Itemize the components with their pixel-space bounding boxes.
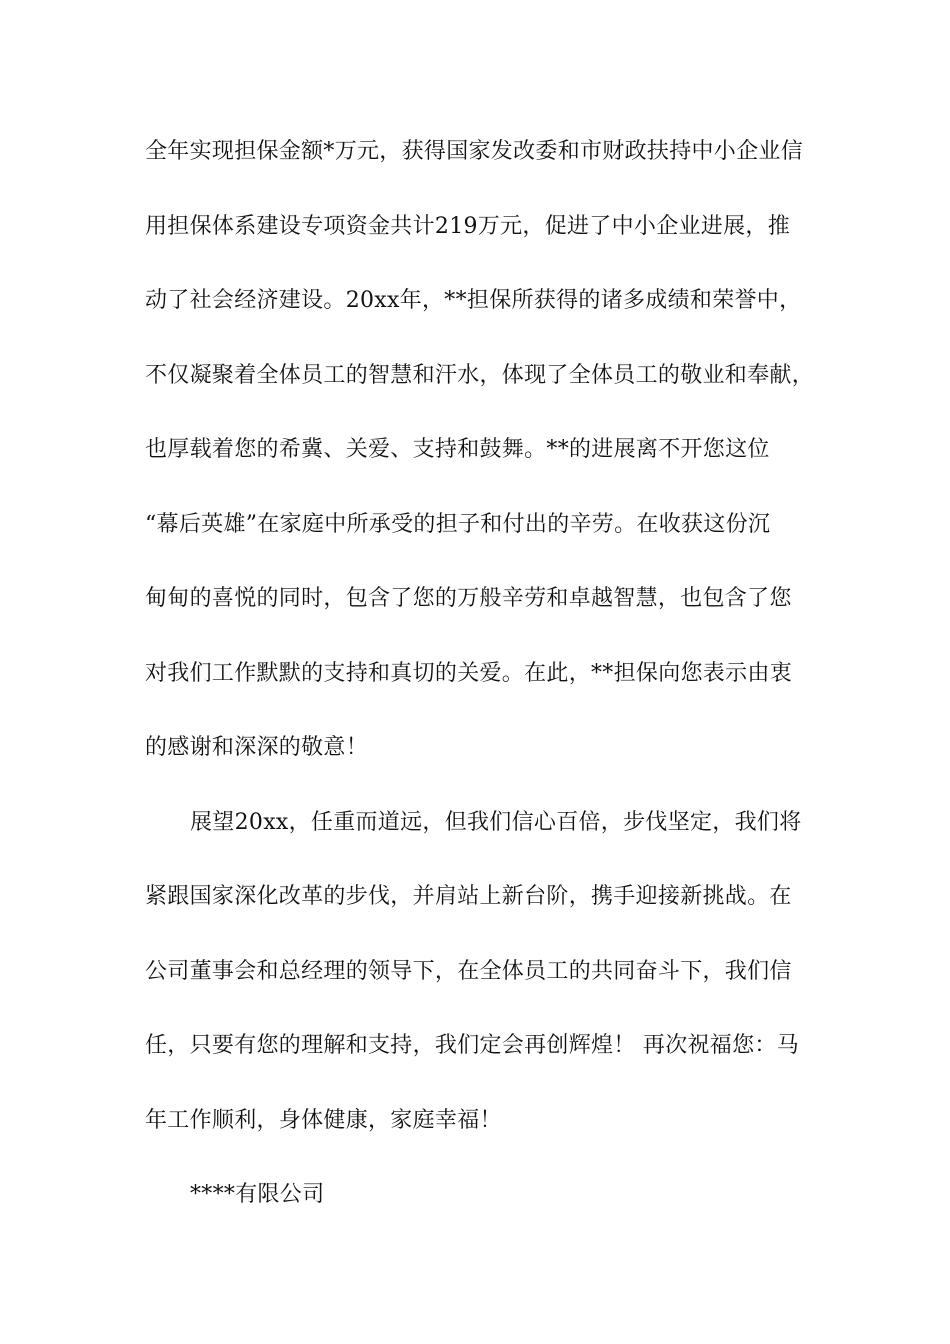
paragraph-line: 也厚载着您的希冀、关爱、支持和鼓舞。**的进展离不开您这位	[145, 437, 770, 462]
paragraph-line: 的感谢和深深的敬意！	[145, 735, 369, 760]
paragraph-line: 用担保体系建设专项资金共计219万元，促进了中小企业进展，推	[145, 214, 790, 239]
signature-company: ****有限公司	[190, 1182, 325, 1207]
paragraph-line: 不仅凝聚着全体员工的智慧和汗水，体现了全体员工的敬业和奉献，	[145, 363, 815, 388]
paragraph-line: 对我们工作默默的支持和真切的关爱。在此，**担保向您表示由衷	[145, 661, 793, 686]
paragraph-line: “幕后英雄”在家庭中所承受的担子和付出的辛劳。在收获这份沉	[145, 512, 771, 537]
paragraph-line: 公司董事会和总经理的领导下，在全体员工的共同奋斗下，我们信	[145, 959, 792, 984]
paragraph-line: 动了社会经济建设。20xx年，**担保所获得的诸多成绩和荣誉中，	[145, 288, 802, 313]
paragraph-line: 年工作顺利，身体健康，家庭幸福！	[145, 1108, 502, 1133]
paragraph-line: 任，只要有您的理解和支持，我们定会再创辉煌！ 再次祝福您：马	[145, 1033, 799, 1058]
paragraph-line: 紧跟国家深化改革的步伐，并肩站上新台阶，携手迎接新挑战。在	[145, 884, 792, 909]
paragraph-line: 甸甸的喜悦的同时，包含了您的万般辛劳和卓越智慧，也包含了您	[145, 586, 792, 611]
paragraph-line: 展望20xx，任重而道远，但我们信心百倍，步伐坚定，我们将	[190, 810, 802, 835]
paragraph-line: 全年实现担保金额*万元，获得国家发改委和市财政扶持中小企业信	[145, 139, 804, 164]
